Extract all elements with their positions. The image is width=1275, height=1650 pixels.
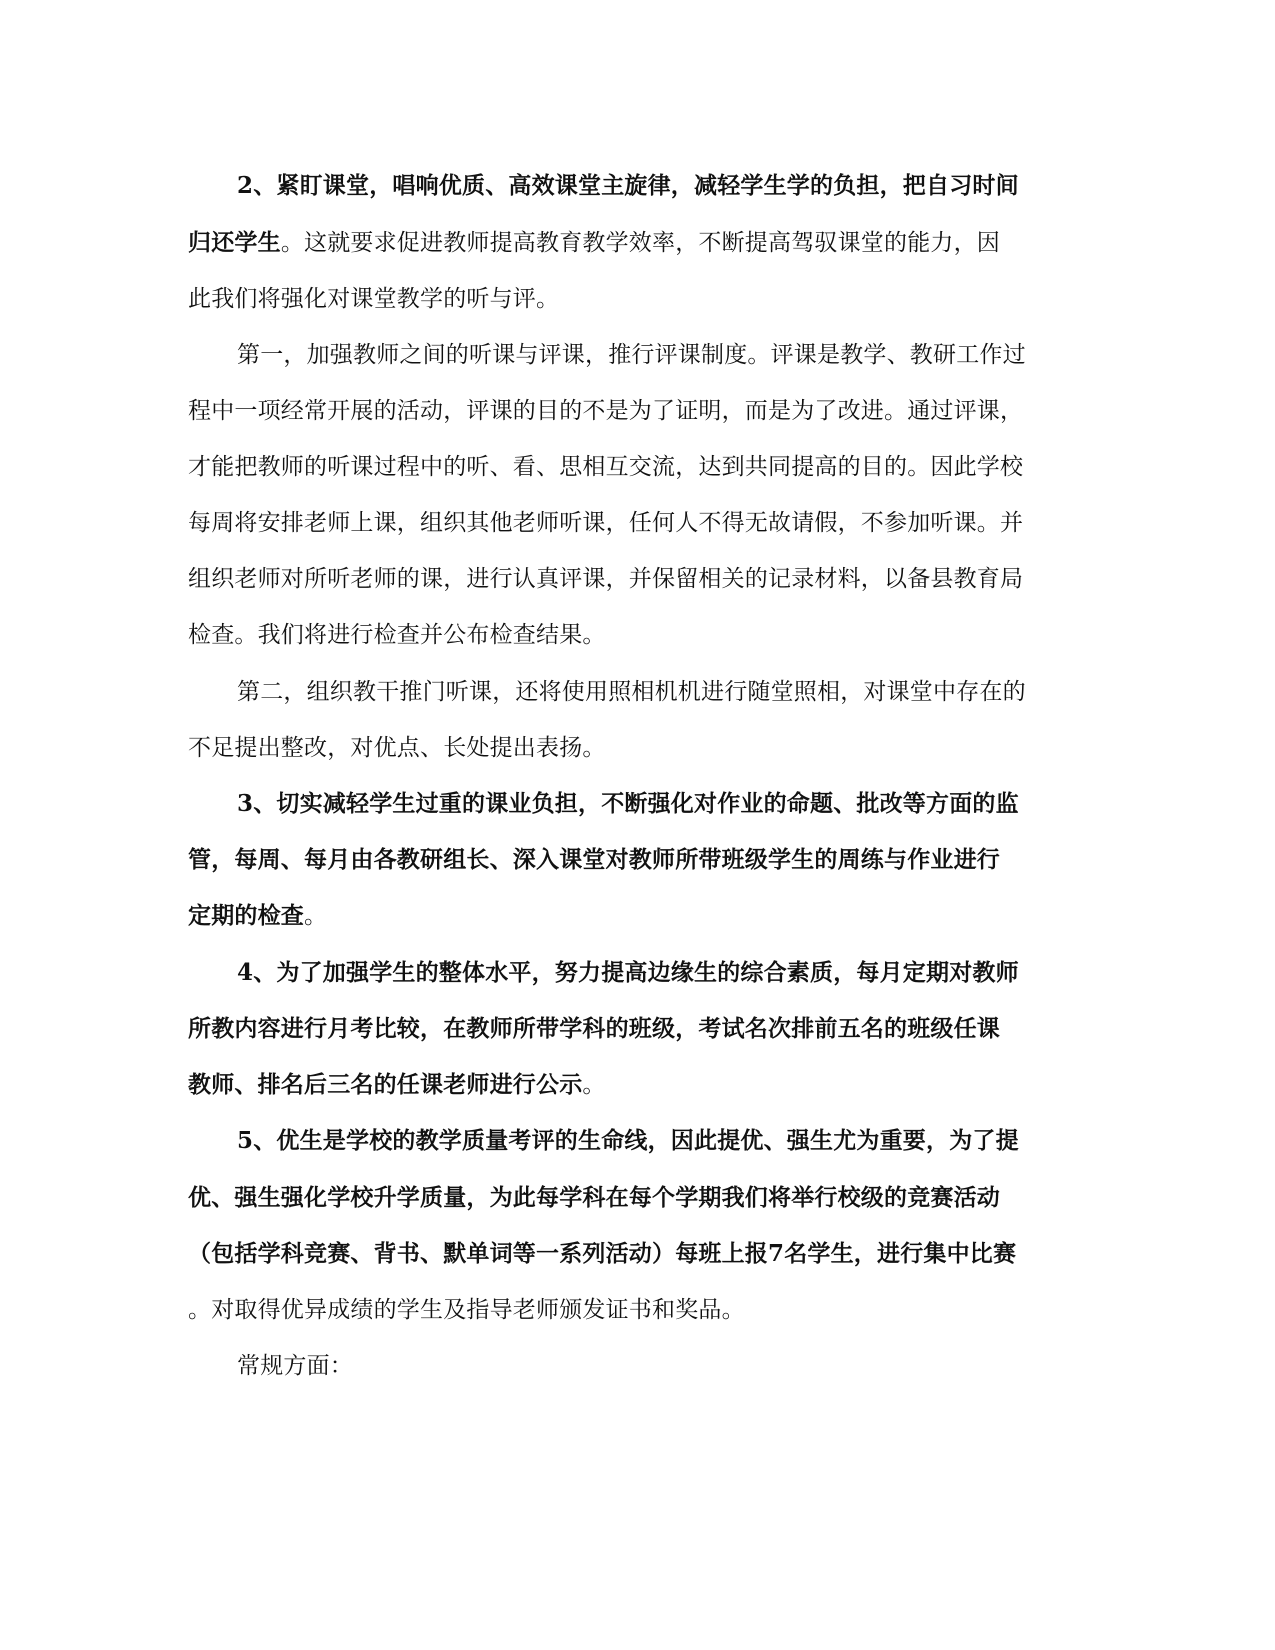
- paragraph-line: [188, 1014, 1000, 1044]
- body-text: 才能把教师的听课过程中的听、看、思相互交流，达到共同提高的目的。因此学校: [188, 454, 1024, 480]
- body-text: 。: [304, 903, 328, 929]
- paragraph-line: [188, 284, 559, 314]
- body-text: 。这就要求促进教师提高教育教学效率，不断提高驾驭课堂的能力，因: [280, 230, 1001, 256]
- paragraph-line: [188, 1295, 745, 1325]
- body-text: 第二，组织教干推门听课，还将使用照相机机进行随堂照相，对课堂中存在的: [237, 679, 1026, 705]
- body-text: 程中一项经常开展的活动，评课的目的不是为了证明，而是为了改进。通过评课，: [188, 398, 1024, 424]
- paragraph-line: [188, 1239, 1016, 1269]
- paragraph-line: [188, 733, 606, 763]
- bold-text: 归还学生: [188, 229, 281, 256]
- body-text: 检查。我们将进行检查并公布检查结果。: [188, 622, 606, 648]
- paragraph-line: [188, 452, 1023, 482]
- bold-text: 2、紧盯课堂，唱响优质、高效课堂主旋律，减轻学生学的负担，把自习时间: [237, 172, 1019, 199]
- bold-text: 3、切实减轻学生过重的课业负担，不断强化对作业的命题、批改等方面的监: [237, 790, 1019, 817]
- bold-text: 4、为了加强学生的整体水平，努力提高边缘生的综合素质，每月定期对教师: [237, 959, 1019, 986]
- paragraph-line: [188, 396, 1023, 426]
- paragraph-line: [237, 1351, 353, 1381]
- body-text: 不足提出整改，对优点、长处提出表扬。: [188, 735, 606, 761]
- paragraph-line: [188, 901, 327, 931]
- body-text: 此我们将强化对课堂教学的听与评。: [188, 286, 560, 312]
- bold-text: 管，每周、每月由各教研组长、深入课堂对教师所带班级学生的周练与作业进行: [188, 846, 1000, 873]
- paragraph-line: [188, 845, 1000, 875]
- bold-text: 所教内容进行月考比较，在教师所带学科的班级，考试名次排前五名的班级任课: [188, 1015, 1000, 1042]
- body-text: 组织老师对所听老师的课，进行认真评课，并保留相关的记录材料，以备县教育局: [188, 566, 1024, 592]
- bold-text: 教师、排名后三名的任课老师进行公示: [188, 1071, 583, 1098]
- paragraph-line: [237, 958, 1019, 988]
- body-text: 。对取得优异成绩的学生及指导老师颁发证书和奖品。: [188, 1297, 745, 1323]
- body-text: 。: [582, 1072, 606, 1098]
- paragraph-line: [237, 171, 1019, 201]
- body-text: 每周将安排老师上课，组织其他老师听课，任何人不得无故请假，不参加听课。并: [188, 510, 1024, 536]
- paragraph-line: [237, 340, 1026, 370]
- paragraph-line: [188, 1183, 1000, 1213]
- bold-text: （包括学科竞赛、背书、默单词等一系列活动）每班上报7名学生，进行集中比赛: [188, 1240, 1017, 1267]
- bold-text: 定期的检查: [188, 902, 304, 929]
- paragraph-line: [237, 789, 1019, 819]
- paragraph-line: [237, 1126, 1019, 1156]
- bold-text: 5、优生是学校的教学质量考评的生命线，因此提优、强生尤为重要，为了提: [237, 1127, 1019, 1154]
- bold-text: 优、强生强化学校升学质量，为此每学科在每个学期我们将举行校级的竞赛活动: [188, 1184, 1000, 1211]
- body-text: 常规方面：: [237, 1353, 353, 1379]
- paragraph-line: [188, 564, 1023, 594]
- paragraph-line: [188, 508, 1023, 538]
- paragraph-line: [188, 228, 1000, 258]
- paragraph-line: [188, 1070, 606, 1100]
- paragraph-line: [237, 677, 1026, 707]
- body-text: 第一，加强教师之间的听课与评课，推行评课制度。评课是教学、教研工作过: [237, 342, 1026, 368]
- paragraph-line: [188, 620, 606, 650]
